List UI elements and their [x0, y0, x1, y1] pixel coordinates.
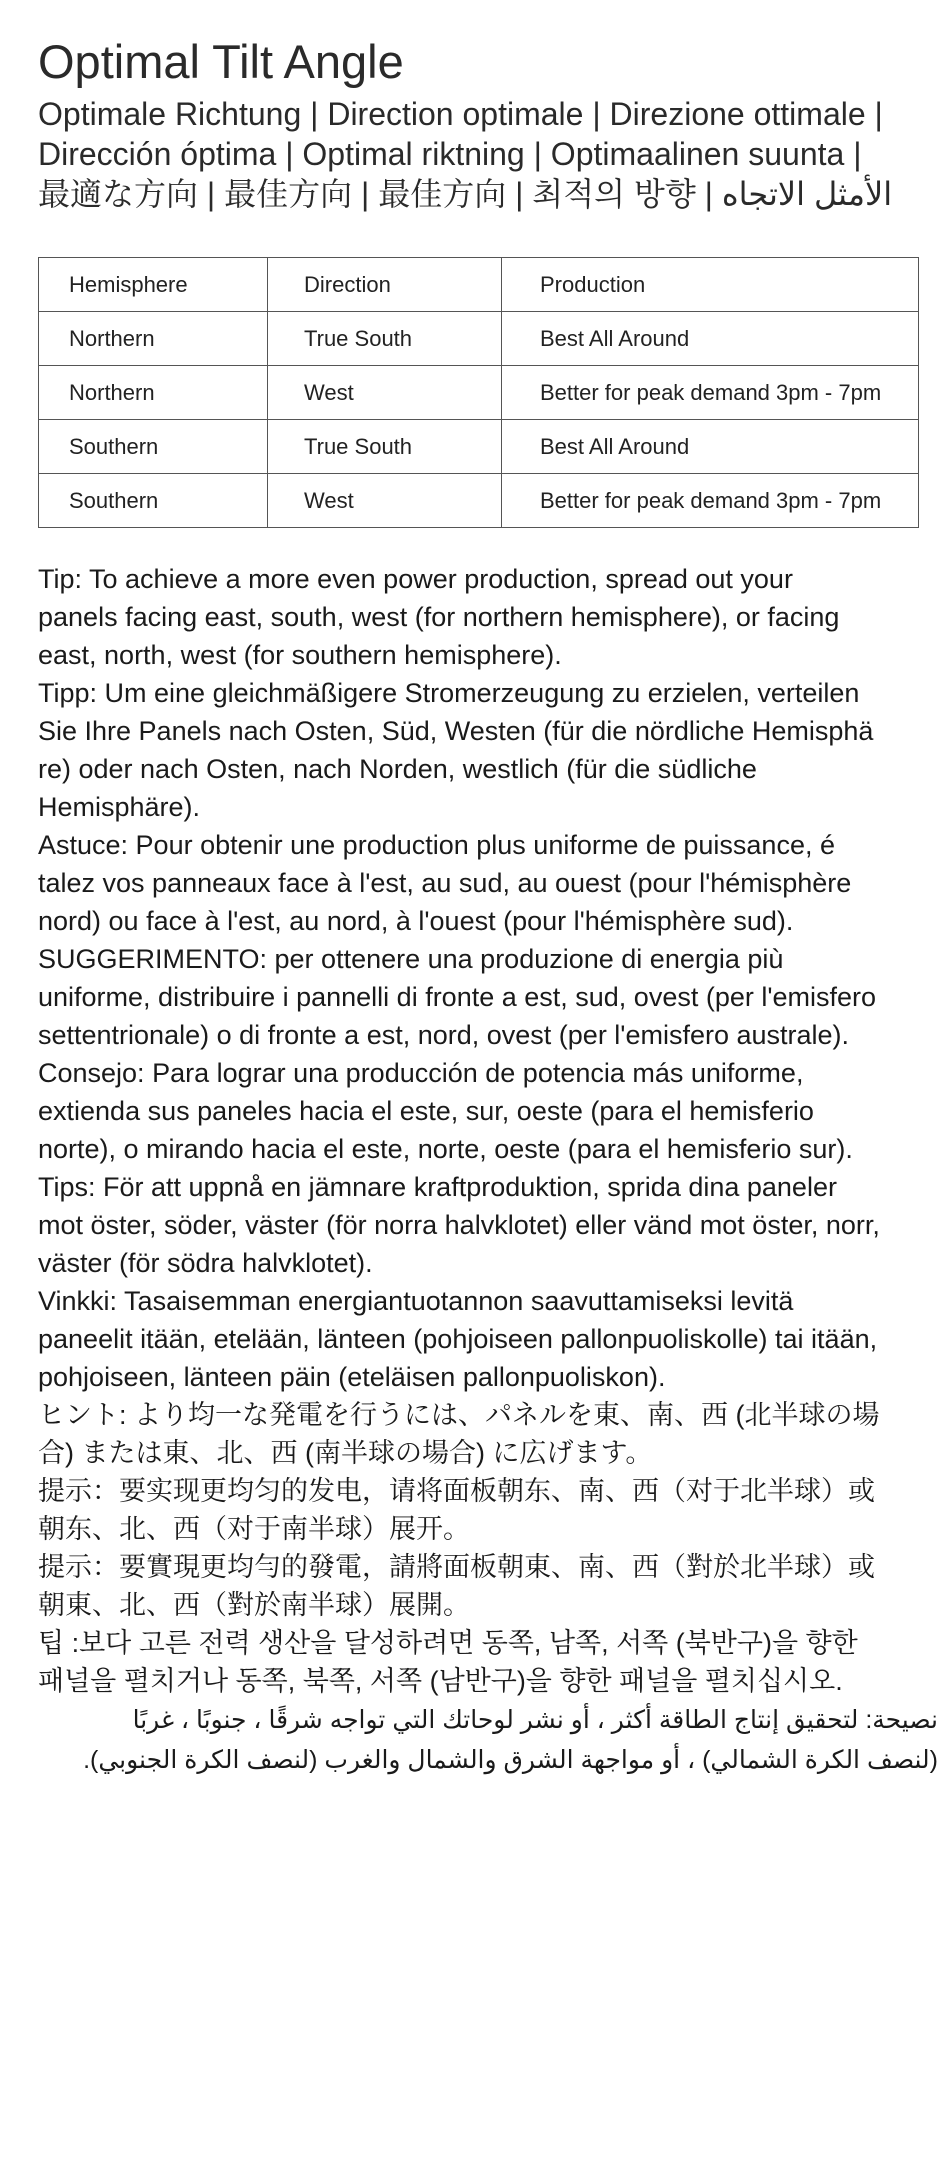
tip-line: 朝東、北、西（對於南半球）展開。 [38, 1590, 470, 1620]
tip-line: east, north, west (for southern hemisphere). [38, 640, 562, 670]
table-row [39, 420, 919, 474]
tip-line: 패널을 펼치거나 동쪽, 북쪽, 서쪽 (남반구)을 향한 패널을 펼치십시오. [38, 1666, 843, 1696]
tip-line: Consejo: Para lograr una producción de potencia más uniforme, [38, 1058, 804, 1088]
tip-line: mot öster, söder, väster (för norra halvklotet) eller vänd mot öster, norr, [38, 1210, 880, 1240]
document-subtitle [38, 94, 918, 214]
table-cell: Best All Around [502, 420, 919, 474]
tip-line: 提示：要實現更均勻的發電，請將面板朝東、南、西（對於北半球）或 [38, 1552, 875, 1582]
direction-table [38, 257, 919, 528]
tip-line: Vinkki: Tasaisemman energiantuotannon saavuttamiseksi levitä [38, 1286, 794, 1316]
table-cell: West [268, 366, 502, 420]
tip-line: Tip: To achieve a more even power production, spread out your [38, 564, 793, 594]
tip-line: väster (för södra halvklotet). [38, 1248, 373, 1278]
tip-line: ヒント: より均一な発電を行うには、パネルを東、南、西 (北半球の場 [38, 1400, 880, 1430]
table-cell: True South [268, 312, 502, 366]
tip-line: talez vos panneaux face à l'est, au sud, au ouest (pour l'hémisphère [38, 868, 852, 898]
subtitle-line: 最適な方向 | 最佳方向 | 最佳方向 | 최적의 방향 | الأمثل الاتجاه [38, 176, 893, 212]
tip-line: Astuce: Pour obtenir une production plus uniforme de puissance, é [38, 830, 835, 860]
table-header: Direction [268, 258, 502, 312]
table-row [39, 474, 919, 528]
subtitle-line: Optimale Richtung | Direction optimale | Direzione ottimale | [38, 96, 883, 132]
tip-line: 팁 :보다 고른 전력 생산을 달성하려면 동쪽, 남쪽, 서쪽 (북반구)을 향한 [38, 1628, 858, 1658]
tip-line: 提示：要实现更均匀的发电，请将面板朝东、南、西（对于北半球）或 [38, 1476, 875, 1506]
tip-line: extienda sus paneles hacia el este, sur, oeste (para el hemisferio [38, 1096, 814, 1126]
subtitle-line: Dirección óptima | Optimal riktning | Optimaalinen suunta | [38, 136, 862, 172]
table-cell: Best All Around [502, 312, 919, 366]
tip-line: Sie Ihre Panels nach Osten, Süd, Westen (für die nördliche Hemisphä [38, 716, 874, 746]
tips-section [38, 560, 938, 1780]
table-cell: Northern [39, 366, 268, 420]
table-cell: Northern [39, 312, 268, 366]
tip-line-arabic: نصيحة: لتحقيق إنتاج الطاقة أكثر ، أو نشر لوحاتك التي تواجه شرقًا ، جنوبًا ، غربًا [132, 1706, 938, 1734]
table-header: Production [502, 258, 919, 312]
table-row [39, 312, 919, 366]
document-title: Optimal Tilt Angle [38, 35, 404, 88]
table-cell: Southern [39, 474, 268, 528]
tip-line: 合) または東、北、西 (南半球の場合) に広げます。 [38, 1438, 653, 1468]
table-header-row [39, 258, 919, 312]
table-cell: True South [268, 420, 502, 474]
tip-line-arabic: (لنصف الكرة الشمالي) ، أو مواجهة الشرق والشمال والغرب (لنصف الكرة الجنوبي). [83, 1746, 938, 1774]
tip-line: norte), o mirando hacia el este, norte, oeste (para el hemisferio sur). [38, 1134, 853, 1164]
tip-line: Tipp: Um eine gleichmäßigere Stromerzeugung zu erzielen, verteilen [38, 678, 860, 708]
tip-line: 朝东、北、西（对于南半球）展开。 [38, 1514, 470, 1544]
tip-line: paneelit itään, etelään, länteen (pohjoiseen pallonpuoliskolle) tai itään, [38, 1324, 878, 1354]
table-cell: Better for peak demand 3pm - 7pm [502, 366, 919, 420]
tip-line: Hemisphäre). [38, 792, 201, 822]
tip-line: nord) ou face à l'est, au nord, à l'ouest (pour l'hémisphère sud). [38, 906, 794, 936]
tip-line: uniforme, distribuire i pannelli di fronte a est, sud, ovest (per l'emisfero [38, 982, 877, 1012]
tip-line: Tips: För att uppnå en jämnare kraftproduktion, sprida dina paneler [38, 1172, 837, 1202]
tip-line: panels facing east, south, west (for northern hemisphere), or facing [38, 602, 840, 632]
table-cell: Better for peak demand 3pm - 7pm [502, 474, 919, 528]
tip-line: SUGGERIMENTO: per ottenere una produzione di energia più [38, 944, 784, 974]
tip-line: pohjoiseen, länteen päin (eteläisen pallonpuoliskon). [38, 1362, 666, 1392]
table-row [39, 366, 919, 420]
table-cell: Southern [39, 420, 268, 474]
table-header: Hemisphere [39, 258, 268, 312]
tip-line: settentrionale) o di fronte a est, nord, ovest (per l'emisfero australe). [38, 1020, 850, 1050]
table-cell: West [268, 474, 502, 528]
tip-line: re) oder nach Osten, nach Norden, westlich (für die südliche [38, 754, 757, 784]
